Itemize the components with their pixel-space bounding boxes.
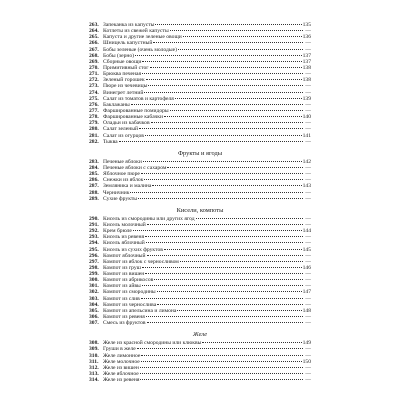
dot-leader [143,161,302,162]
entry-page-number: — [305,295,311,302]
entry-page-number: — [305,89,311,96]
entry-title: Желе молочное [103,358,140,365]
entry-page-number: — [305,126,311,133]
entry-number: 273. [89,83,99,90]
entry-page-number: 135 [302,22,311,28]
entry-number: 275. [89,95,99,102]
entry-title: Компот из вишен [103,271,145,278]
dot-leader [138,198,303,199]
entry-title: Компот из абрикосов [103,277,154,284]
entry-title: Бобы (зерно) [103,52,135,59]
entry-page-number: — [305,164,311,171]
dot-leader [119,141,303,142]
entry-title: Бобы зеленые (очень молодые) [103,46,178,53]
entry-page-number: 148 [302,307,311,314]
entry-number: 295. [89,246,99,253]
entry-title: Компот из чернослива [103,301,157,308]
entry-page-number: 141 [302,132,311,139]
entry-page-number: 138 [302,77,311,84]
entry-title: Шницель капустный [103,40,153,47]
entry-title: Желе из вишен [103,364,139,371]
dot-leader [141,361,302,362]
entry-title: Желе яблочное [103,371,139,378]
section-heading: Желе [192,331,208,339]
entry-page-number: 150 [302,358,311,365]
dot-leader [145,135,302,136]
entry-number: 308. [89,340,99,347]
entry-page-number: — [305,277,311,284]
entry-number: 292. [89,228,99,235]
section-heading: Кисели, компоты [176,206,224,214]
entry-number: 268. [89,52,99,59]
dot-leader [137,348,303,349]
entry-number: 265. [89,34,99,41]
dot-leader [155,24,301,25]
entry-number: 285. [89,171,99,178]
entry-page-number: 149 [302,340,311,347]
entry-page-number: 139 [302,95,311,102]
entry-title: Баклажаны [103,101,130,108]
section-heading: Фрукты и ягоды [177,149,223,157]
entry-number: 282. [89,138,99,145]
entry-page-number: — [305,301,311,308]
entry-title: Компот из смородины [103,289,156,296]
entry-title: Компот из яблок с черносливом [103,258,179,265]
entry-number: 304. [89,301,99,308]
entry-page-number: — [305,352,311,359]
entry-title: Оладьи из кабачков [103,120,150,127]
dot-leader [183,36,302,37]
entry-title: Печеные яблоки с сахаром [103,164,167,171]
entry-page-number: — [305,138,311,145]
entry-number: 286. [89,177,99,184]
entry-title: Салат зеленый [103,126,138,133]
entry-title: Брюква печеная [103,71,142,78]
entry-title: Винегрет летний [103,89,144,96]
entry-page-number: 144 [302,228,311,235]
entry-page-number: — [305,46,311,53]
entry-number: 298. [89,264,99,271]
dot-leader [164,249,302,250]
dot-leader [150,67,302,68]
dot-leader [147,224,303,225]
entry-number: 279. [89,120,99,127]
entry-page-number: — [305,377,311,384]
entry-number: 299. [89,271,99,278]
dot-leader [131,104,303,105]
dot-leader [141,298,303,299]
entry-page-number: 146 [302,264,311,271]
entry-number: 278. [89,114,99,121]
entry-page-number: — [305,189,311,196]
toc-entry [89,139,311,145]
entry-page-number: — [305,240,311,247]
entry-number: 293. [89,234,99,241]
entry-number: 289. [89,195,99,202]
table-of-contents [89,22,311,383]
entry-page-number: 140 [302,114,311,121]
entry-number: 269. [89,58,99,65]
entry-page-number: — [305,221,311,228]
dot-leader [142,61,301,62]
entry-page-number: — [305,83,311,90]
entry-title: Компот из слив [103,295,140,302]
entry-title: Пюре из чечевицы [103,83,148,90]
entry-title: Салат из огурцов [103,132,144,139]
entry-number: 307. [89,320,99,327]
entry-number: 309. [89,346,99,353]
toc-entry [89,320,311,326]
entry-page-number: — [305,283,311,290]
entry-title: Желе из ревеня [103,377,140,384]
entry-title: Примитивный стог [103,64,149,71]
entry-number: 305. [89,307,99,314]
dot-leader [139,128,303,129]
entry-page-number: — [305,258,311,265]
dot-leader [178,49,303,50]
entry-page-number: — [305,271,311,278]
dot-leader [144,179,303,180]
dot-leader [167,167,303,168]
entry-number: 313. [89,371,99,378]
entry-number: 311. [89,358,99,365]
entry-title: Зеленый горошек [103,77,145,84]
entry-title: Котлеты из свежей капусты [103,28,169,35]
entry-number: 287. [89,183,99,190]
dot-leader [140,367,303,368]
entry-title: Салат из томатов и картофеля [103,95,174,102]
entry-title: Смесь из фруктов [103,320,146,327]
dot-leader [146,79,302,80]
entry-number: 294. [89,240,99,247]
entry-title: Кисель из ревеня [103,234,145,241]
dot-leader [141,355,303,356]
entry-title: Запеканка из капусты [103,22,155,28]
entry-number: 266. [89,40,99,47]
entry-number: 291. [89,221,99,228]
dot-leader [202,342,301,343]
entry-title: Компот из апельсина и лимона [103,307,177,314]
entry-title: Кисель яблочный [103,240,145,247]
entry-number: 303. [89,295,99,302]
dot-leader [177,310,301,311]
entry-title: Желе лимонное [103,352,141,359]
entry-number: 264. [89,28,99,35]
entry-number: 297. [89,258,99,265]
entry-page-number: — [305,314,311,321]
entry-page-number: 138 [302,64,311,71]
dot-leader [144,92,303,93]
entry-title: Компот из ревеня [103,314,145,321]
entry-title: Печеные яблоки [103,158,142,165]
dot-leader [147,255,303,256]
entry-number: 312. [89,364,99,371]
dot-leader [148,85,303,86]
entry-title: Компот из айвы [103,283,141,290]
toc-entry [89,377,311,383]
entry-number: 277. [89,107,99,114]
toc-entry [89,196,311,202]
entry-page-number: — [305,320,311,327]
entry-page-number: 136 [302,34,311,41]
entry-title: Желе из красной смородины или клюквы [103,340,202,347]
entry-title: Сборные овощи [103,58,142,65]
entry-number: 280. [89,126,99,133]
entry-number: 314. [89,377,99,384]
entry-page-number: — [305,120,311,127]
entry-title: Капуста и другие зеленые овощи [103,34,182,41]
entry-page-number: — [305,252,311,259]
entry-page-number: — [305,215,311,222]
entry-number: 270. [89,64,99,71]
dot-leader [175,98,302,99]
entry-page-number: 147 [302,289,311,296]
entry-page-number: — [305,107,311,114]
entry-page-number: — [305,101,311,108]
entry-number: 302. [89,289,99,296]
entry-title: Кисель из сухих фруктов [103,246,163,253]
dot-leader [154,279,303,280]
entry-title: Земляника и малина [103,183,152,190]
dot-leader [153,42,303,43]
entry-number: 300. [89,277,99,284]
dot-leader [130,192,303,193]
dot-leader [157,304,303,305]
entry-page-number: — [305,346,311,353]
entry-number: 267. [89,46,99,53]
entry-number: 272. [89,77,99,84]
entry-page-number: — [305,371,311,378]
entry-page-number: 142 [302,158,311,165]
entry-title: Тыква [103,138,118,145]
entry-number: 283. [89,158,99,165]
dot-leader [145,273,303,274]
entry-number: 284. [89,164,99,171]
dot-leader [170,30,303,31]
entry-page-number: 137 [302,52,311,59]
dot-leader [146,316,303,317]
entry-title: Крем брюле [103,228,132,235]
entry-title: Снежки из яблок [103,177,144,184]
entry-number: 301. [89,283,99,290]
dot-leader [140,373,303,374]
dot-leader [140,379,303,380]
entry-page-number: — [305,40,311,47]
entry-page-number: — [305,364,311,371]
dot-leader [147,322,303,323]
entry-title: Сухие фрукты [103,195,138,202]
dot-leader [180,261,303,262]
entry-page-number: 143 [302,183,311,190]
entry-number: 271. [89,71,99,78]
entry-title: Груши в желе [103,346,136,353]
dot-leader [135,55,302,56]
dot-leader [164,116,302,117]
dot-leader [146,242,303,243]
dot-leader [145,236,303,237]
dot-leader [142,267,302,268]
entry-number: 310. [89,352,99,359]
entry-title: Кисель молочный [103,221,146,228]
entry-number: 290. [89,215,99,222]
dot-leader [170,110,303,111]
entry-page-number: — [305,171,311,178]
entry-title: Компот яблочный [103,252,146,259]
entry-title: Черничник [103,189,130,196]
entry-page-number: — [305,195,311,202]
entry-page-number: — [305,71,311,78]
entry-number: 274. [89,89,99,96]
entry-page-number: — [305,177,311,184]
entry-page-number: 137 [302,58,311,65]
entry-number: 281. [89,132,99,139]
entry-page-number: — [305,28,311,35]
entry-title: Фаршированные кабачки [103,114,164,121]
entry-title: Кисель из смородины или других ягод [103,215,195,222]
entry-title: Яблочное пюре [103,171,140,178]
entry-number: 288. [89,189,99,196]
entry-number: 276. [89,101,99,108]
dot-leader [142,73,303,74]
dot-leader [152,185,301,186]
dot-leader [157,291,302,292]
dot-leader [196,218,303,219]
dot-leader [142,285,303,286]
entry-number: 263. [89,22,99,28]
entry-title: Фаршированные помидоры [103,107,169,114]
entry-title: Компот из груш [103,264,141,271]
entry-number: 306. [89,314,99,321]
dot-leader [133,230,302,231]
dot-leader [141,173,303,174]
entry-page-number: — [305,234,311,241]
entry-number: 296. [89,252,99,259]
dot-leader [151,122,303,123]
entry-page-number: 145 [302,246,311,253]
